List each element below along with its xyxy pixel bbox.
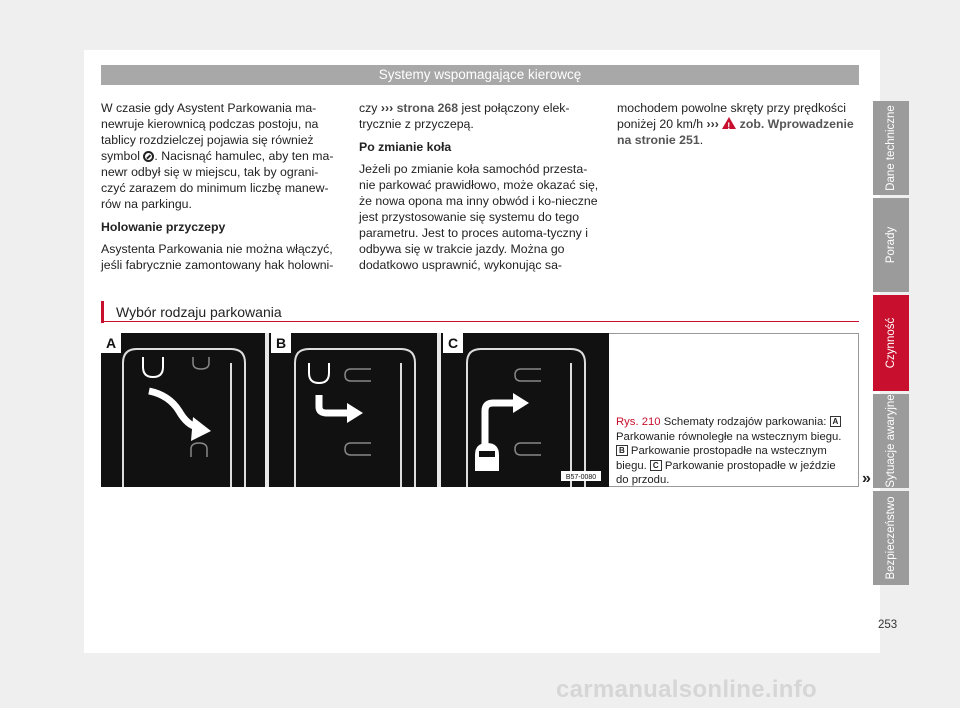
reference-arrows: ››› [706,117,719,131]
warning-triangle-icon [722,117,736,129]
text: Parkowanie prostopadłe na wstecznym biegu. [616,445,827,472]
label-c-box: C [650,460,662,471]
intro-reference-link[interactable]: zob. Wprowadzenie na stronie 251 [617,117,854,147]
tab-label: Dane techniczne [885,105,897,191]
figure-caption [616,415,848,488]
tab-label: Sytuacje awaryjne [885,394,897,488]
tab-bezpieczenstwo[interactable] [873,491,909,585]
panel-label-c: C [447,335,459,351]
text: Parkowanie równoległe na wstecznym biegu. [616,430,842,443]
paragraph [359,100,599,132]
panel-label-a: A [105,335,117,351]
tab-porady[interactable] [873,198,909,292]
watermark: carmanualsonline.info [556,676,818,703]
parking-diagram [101,333,609,487]
label-a-box: A [830,416,842,427]
paragraph [617,100,857,148]
tab-sytuacje-awaryjne[interactable] [873,394,909,488]
tab-czynnosc[interactable] [873,295,909,391]
paragraph: Asystenta Parkowania nie można włączyć, jeśli fabrycznie zamontowany hak holowni- [101,242,334,272]
steering-warning-icon [143,151,154,162]
reference-arrows: ››› [380,101,394,115]
text: jest połączony elek-trycznie z przyczepą. [359,101,570,131]
paragraph [101,100,341,212]
side-tabs [873,101,909,588]
page-number: 253 [878,619,898,631]
text-column-1 [101,100,341,280]
tab-dane-techniczne[interactable] [873,101,909,195]
section-title: Wybór rodzaju parkowania [101,301,282,323]
text: Parkowanie prostopadłe w jeździe do przodu. [616,459,836,486]
panel-label-b: B [275,335,287,351]
label-b-box: B [616,445,628,456]
subheading-wheel-change: Po zmianie koła [359,140,452,154]
page-reference-link[interactable]: strona 268 [393,101,459,115]
text-column-3 [617,100,857,155]
text: . [699,133,704,147]
text: . Nacisnąć hamulec, aby ten ma-newr odbył się w miejscu, tak by ograni-czyć zarazem do minimum liczbę manew-rów na parkingu. [101,149,334,211]
text: mochodem powolne skręty przy prędkości poniżej 20 km/h [617,101,846,131]
continue-icon: » [862,470,871,487]
section-divider [101,321,859,322]
tab-label: Czynność [885,317,897,369]
subheading-towing: Holowanie przyczepy [101,220,226,234]
page-header: Systemy wspomagające kierowcę [101,65,859,85]
text: Schematy rodzajów parkowania: [660,416,830,428]
tab-label: Porady [885,226,897,264]
text: W czasie gdy Asystent Parkowania ma-newruje kierownicą podczas postoju, na tablicy rozdzielczej pojawia się również symbol [101,101,319,163]
figure-number: Rys. 210 [616,416,661,428]
text-column-2 [359,100,599,280]
figure-code: B57-0080 [565,474,597,481]
text: czy [359,101,381,115]
tab-label: Bezpieczeństwo [885,496,897,580]
paragraph: Jeżeli po zmianie koła samochód przesta-nie parkować prawidłowo, może okazać się, że nowa opona ma inny obwód i ko-nieczne jest przystosowanie się systemu do tego parametru. Jest to proces automa-tyczny i odbywa się w trakcie jazdy. Można go dodatkowo usprawnić, wykonując sa- [359,162,599,272]
